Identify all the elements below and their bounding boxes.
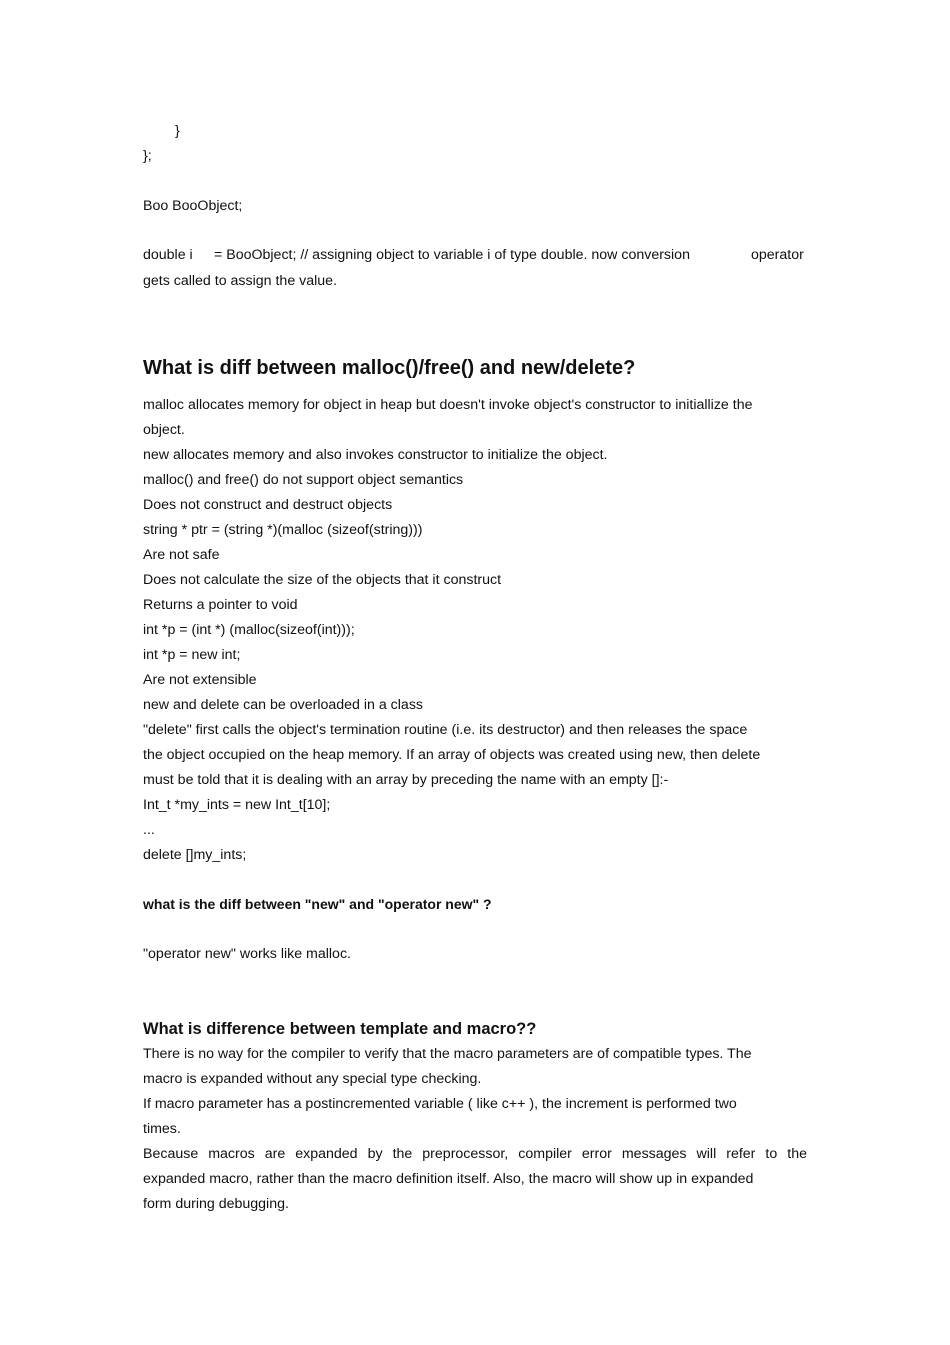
malloc-line: Int_t *my_ints = new Int_t[10]; (143, 797, 331, 813)
word: are (264, 1146, 286, 1162)
heading-new-vs-operator-new: what is the diff between "new" and "operator new" ? (143, 896, 492, 912)
code-brace-close: } (175, 123, 180, 139)
malloc-line: new allocates memory and also invokes constructor to initialize the object. (143, 447, 608, 463)
malloc-line: "delete" first calls the object's termination routine (i.e. its destructor) and then releases the space (143, 722, 748, 738)
word: preprocessor, (422, 1146, 509, 1162)
code-object-declaration: Boo BooObject; (143, 198, 243, 214)
word: to (765, 1146, 778, 1162)
malloc-line: delete []my_ints; (143, 847, 247, 863)
malloc-line: int *p = (int *) (malloc(sizeof(int))); (143, 622, 355, 638)
malloc-line: must be told that it is dealing with an array by preceding the name with an empty []:- (143, 772, 669, 788)
malloc-line: malloc allocates memory for object in heap but doesn't invoke object's constructor to initiallize the (143, 397, 753, 413)
malloc-line: the object occupied on the heap memory. If an array of objects was created using new, then delete (143, 747, 761, 763)
malloc-line: Are not extensible (143, 672, 257, 688)
word: refer (726, 1146, 756, 1162)
code-assign-type: double i (143, 247, 193, 263)
malloc-line: new and delete can be overloaded in a class (143, 697, 424, 713)
heading-malloc-vs-new: What is diff between malloc()/free() and new/delete? (143, 357, 636, 379)
malloc-line: Are not safe (143, 547, 220, 563)
malloc-line: malloc() and free() do not support object semantics (143, 472, 464, 488)
template-justified-line (143, 1145, 807, 1163)
word: Because (143, 1146, 199, 1162)
word: will (696, 1146, 717, 1162)
word: macros (208, 1146, 255, 1162)
word: expanded (295, 1146, 358, 1162)
malloc-line: object. (143, 422, 185, 438)
malloc-line: ... (143, 822, 155, 838)
malloc-line: Does not construct and destruct objects (143, 497, 393, 513)
template-line: times. (143, 1121, 181, 1137)
word: compiler (518, 1146, 572, 1162)
template-line: macro is expanded without any special type checking. (143, 1071, 482, 1087)
code-assign-operator-word: operator (751, 247, 804, 263)
template-line: expanded macro, rather than the macro definition itself. Also, the macro will show up in expanded (143, 1171, 754, 1187)
template-line: There is no way for the compiler to verify that the macro parameters are of compatible types. The (143, 1046, 752, 1062)
template-line: If macro parameter has a postincremented variable ( like c++ ), the increment is performed two (143, 1096, 737, 1112)
template-line: form during debugging. (143, 1196, 289, 1212)
operator-new-answer: "operator new" works like malloc. (143, 946, 351, 962)
word: by (367, 1146, 383, 1162)
heading-template-vs-macro: What is difference between template and macro?? (143, 1020, 537, 1038)
malloc-line: int *p = new int; (143, 647, 241, 663)
malloc-line: Returns a pointer to void (143, 597, 298, 613)
malloc-line: string * ptr = (string *)(malloc (sizeof(string))) (143, 522, 423, 538)
word: error (581, 1146, 612, 1162)
code-class-close: }; (143, 148, 152, 164)
word: messages (621, 1146, 687, 1162)
word: the (787, 1146, 807, 1162)
code-assign-continuation: gets called to assign the value. (143, 273, 338, 289)
malloc-line: Does not calculate the size of the objects that it construct (143, 572, 502, 588)
code-assign-statement: = BooObject; // assigning object to variable i of type double. now conversion (214, 247, 690, 263)
word: the (392, 1146, 413, 1162)
